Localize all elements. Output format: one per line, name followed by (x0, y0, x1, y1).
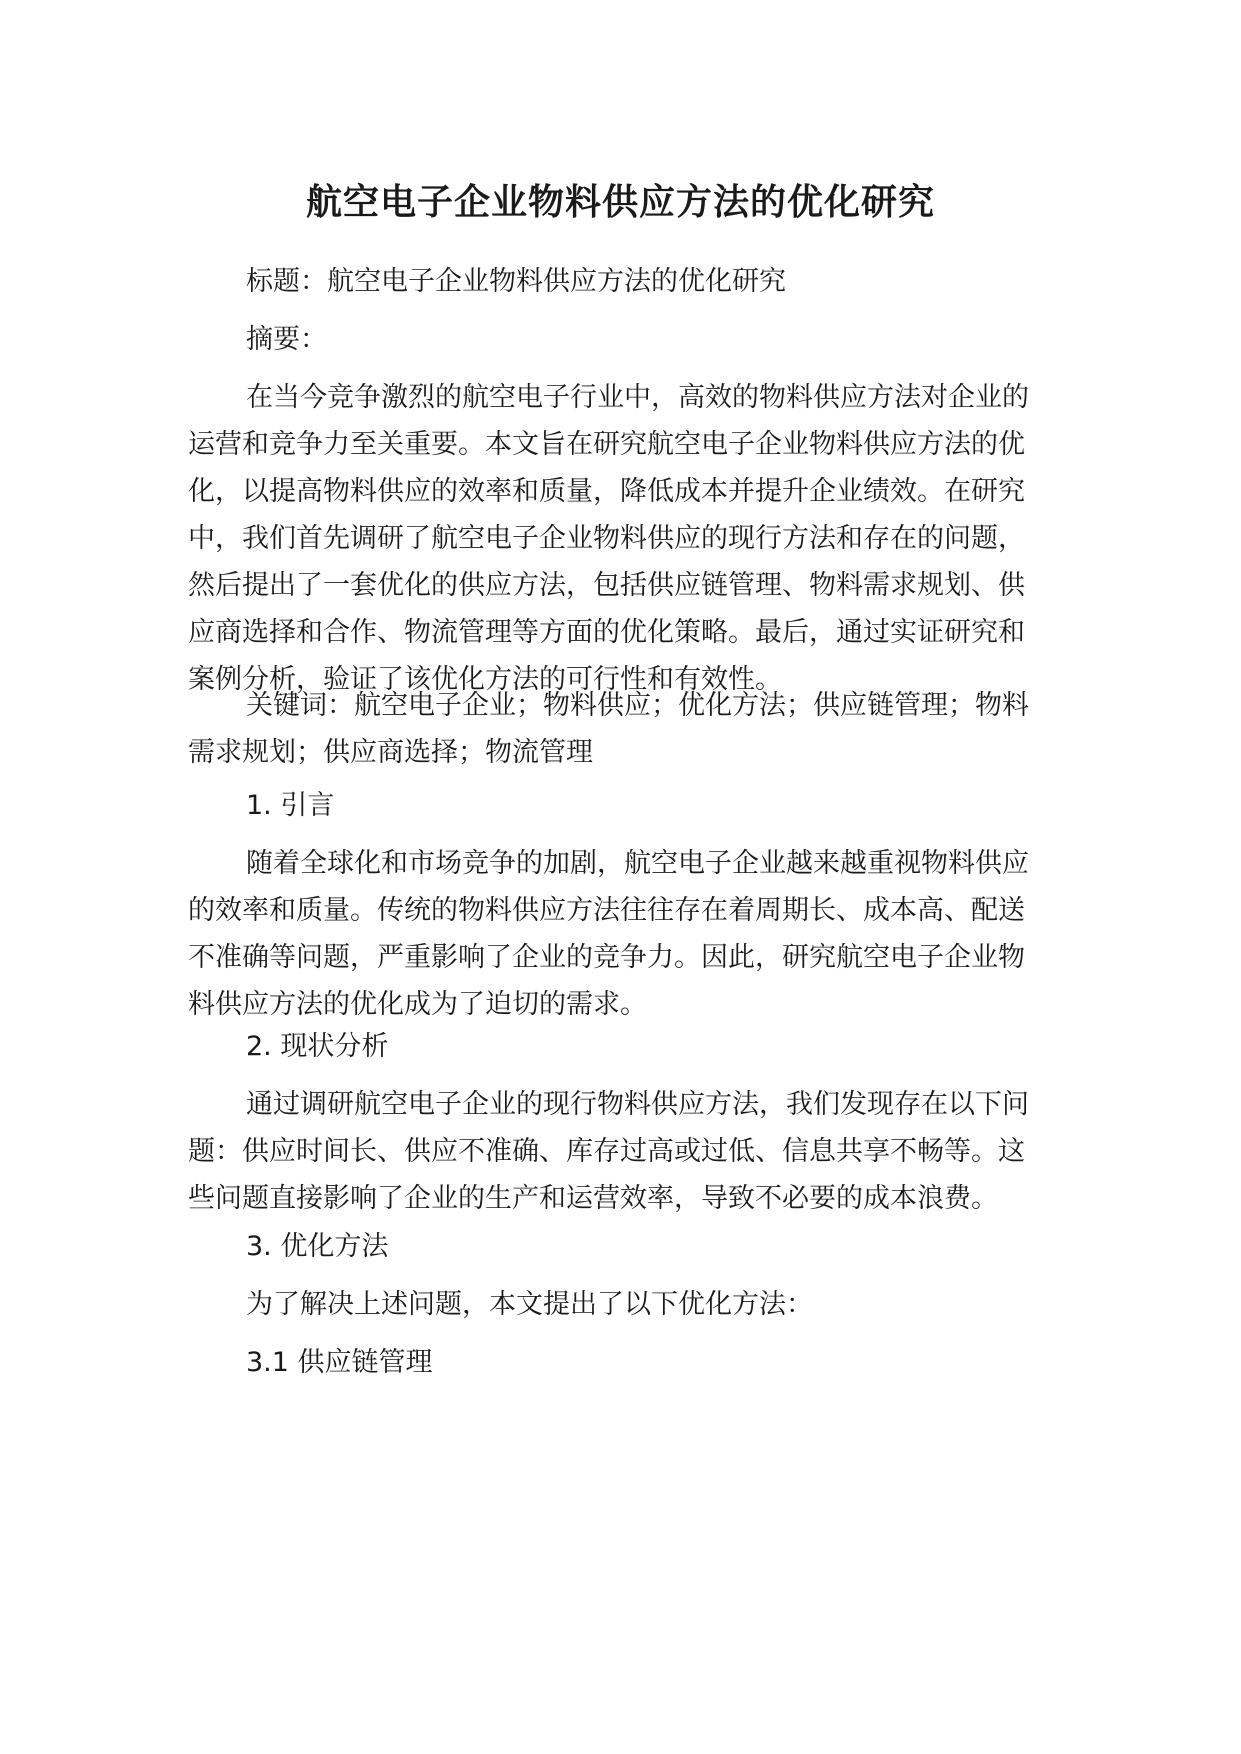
abstract-paragraph (188, 374, 1056, 703)
section-2-line: 题：供应时间长、供应不准确、库存过高或过低、信息共享不畅等。这 (188, 1136, 1025, 1167)
section-2-line: 些问题直接影响了企业的生产和运营效率，导致不必要的成本浪费。 (188, 1183, 998, 1214)
section-1-line: 不准确等问题，严重影响了企业的竞争力。因此，研究航空电子企业物 (188, 942, 1025, 973)
abstract-line: 运营和竞争力至关重要。本文旨在研究航空电子企业物料供应方法的优 (188, 429, 1025, 460)
title-line: 标题：航空电子企业物料供应方法的优化研究 (246, 266, 786, 297)
abstract-line: 案例分析，验证了该优化方法的可行性和有效性。 (188, 664, 782, 695)
keywords-line: 关键词：航空电子企业；物料供应；优化方法；供应链管理；物料 (246, 690, 1029, 721)
abstract-line: 然后提出了一套优化的供应方法，包括供应链管理、物料需求规划、供 (188, 570, 1025, 601)
section-2-paragraph (188, 1081, 1056, 1222)
abstract-line: 在当今竞争激烈的航空电子行业中，高效的物料供应方法对企业的 (246, 382, 1029, 413)
abstract-line: 化，以提高物料供应的效率和质量，降低成本并提升企业绩效。在研究 (188, 476, 1025, 507)
abstract-label: 摘要： (246, 324, 327, 355)
section-1-paragraph (188, 840, 1056, 1028)
section-1-line: 的效率和质量。传统的物料供应方法往往存在着周期长、成本高、配送 (188, 895, 1025, 926)
section-3-1-heading: 3.1 供应链管理 (246, 1347, 433, 1378)
abstract-line: 应商选择和合作、物流管理等方面的优化策略。最后，通过实证研究和 (188, 617, 1025, 648)
section-3-heading: 3. 优化方法 (246, 1231, 389, 1262)
document-title: 航空电子企业物料供应方法的优化研究 (305, 182, 935, 223)
section-2-heading: 2. 现状分析 (246, 1031, 389, 1062)
section-1-line: 随着全球化和市场竞争的加剧，航空电子企业越来越重视物料供应 (246, 848, 1029, 879)
keywords-line: 需求规划；供应商选择；物流管理 (188, 737, 593, 768)
section-2-line: 通过调研航空电子企业的现行物料供应方法，我们发现存在以下问 (246, 1089, 1029, 1120)
keywords-paragraph (188, 682, 1056, 776)
section-3-intro: 为了解决上述问题，本文提出了以下优化方法： (246, 1289, 813, 1320)
section-1-heading: 1. 引言 (246, 790, 335, 821)
abstract-line: 中，我们首先调研了航空电子企业物料供应的现行方法和存在的问题， (188, 523, 1025, 554)
section-1-line: 料供应方法的优化成为了迫切的需求。 (188, 989, 647, 1020)
